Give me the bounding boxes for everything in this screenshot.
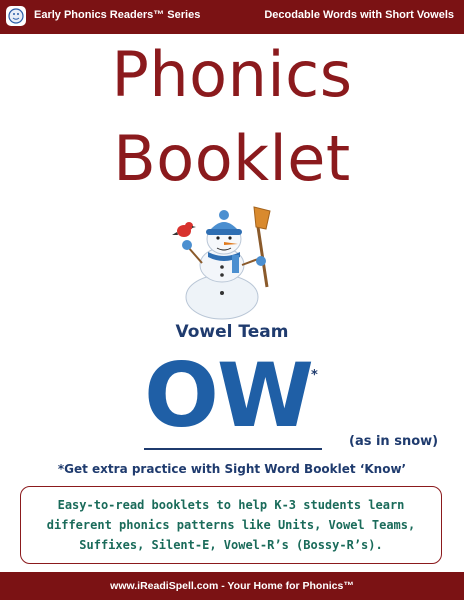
- description-box: [20, 486, 442, 564]
- topic-label: Decodable Words with Short Vowels: [264, 9, 454, 21]
- snowman-illustration: [170, 205, 290, 320]
- title-line-2: Booklet: [113, 122, 351, 195]
- sight-word-note: *Get extra practice with Sight Word Booklet ‘Know’: [57, 462, 407, 476]
- phonics-pattern: OW: [144, 344, 312, 447]
- pattern-underline: [144, 448, 322, 450]
- description-text: Easy-to-read booklets to help K-3 students learn different phonics patterns like Units, Vowel Teams, Suffixes, Silent-E, Vowel-R’s (Bossy-R’s).: [46, 498, 416, 552]
- footer-bar: [0, 572, 464, 600]
- pattern-asterisk: *: [311, 368, 318, 383]
- footer-link[interactable]: www.iReadiSpell.com - Your Home for Phonics™: [110, 580, 354, 592]
- series-label: Early Phonics Readers™ Series: [34, 9, 201, 21]
- vowel-team-heading: Vowel Team: [175, 322, 289, 342]
- example-text: (as in snow): [349, 434, 439, 449]
- title-line-1: Phonics: [111, 38, 353, 111]
- logo-icon: [6, 6, 26, 26]
- header-bar: [0, 0, 464, 34]
